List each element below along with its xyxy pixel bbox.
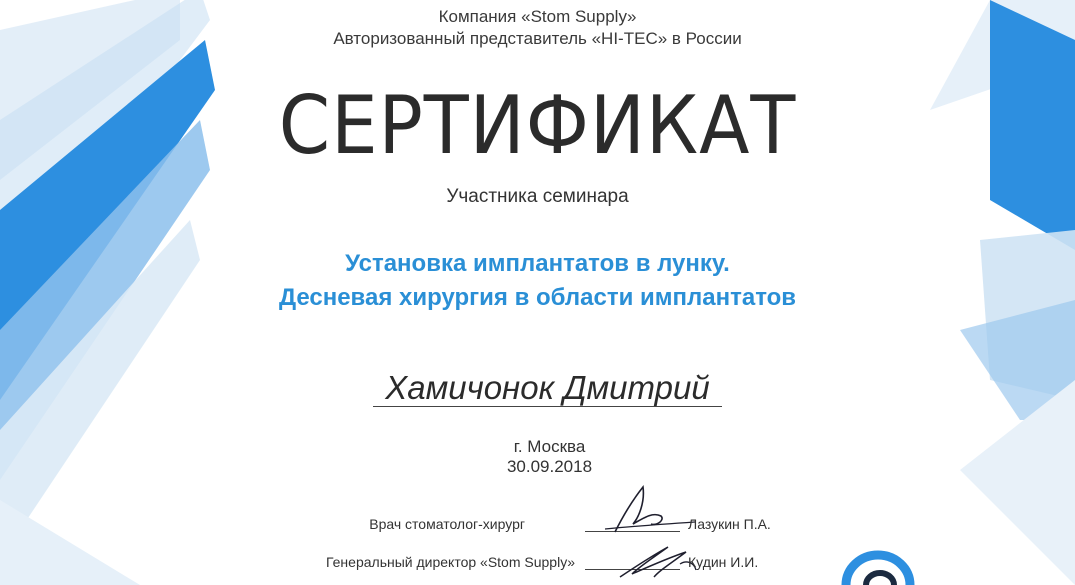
place-and-date xyxy=(12,437,1075,477)
signature-name-2: Кудин И.И. xyxy=(688,554,759,570)
city: г. Москва xyxy=(513,437,586,456)
seminar-line-1: Установка имплантатов в лунку. xyxy=(345,250,730,277)
certificate-title: СЕРТИФИКАТ xyxy=(278,79,797,172)
certificate-subtitle: Участника семинара xyxy=(446,186,629,207)
signature-role-1: Врач стоматолог-хирург xyxy=(369,516,525,532)
seminar-title xyxy=(0,247,1075,315)
date: 30.09.2018 xyxy=(506,457,593,476)
right-stripe-pale-2 xyxy=(960,380,1075,585)
company-header xyxy=(0,6,1075,50)
handwritten-signature-2 xyxy=(610,522,710,582)
signature-name-1: Лазукин П.А. xyxy=(688,516,771,532)
company-line: Компания «Stom Supply» xyxy=(438,7,637,26)
logo-mark xyxy=(838,548,918,585)
seminar-line-2: Десневая хирургия в области имплантатов xyxy=(278,284,797,311)
participant-name-block xyxy=(10,369,1075,407)
participant-name: Хамичонок Дмитрий xyxy=(373,369,721,407)
left-stripe-bottom xyxy=(0,500,140,585)
signature-role-2: Генеральный директор «Stom Supply» xyxy=(326,554,575,570)
representative-line: Авторизованный представитель «HI-TEC» в России xyxy=(333,29,742,48)
